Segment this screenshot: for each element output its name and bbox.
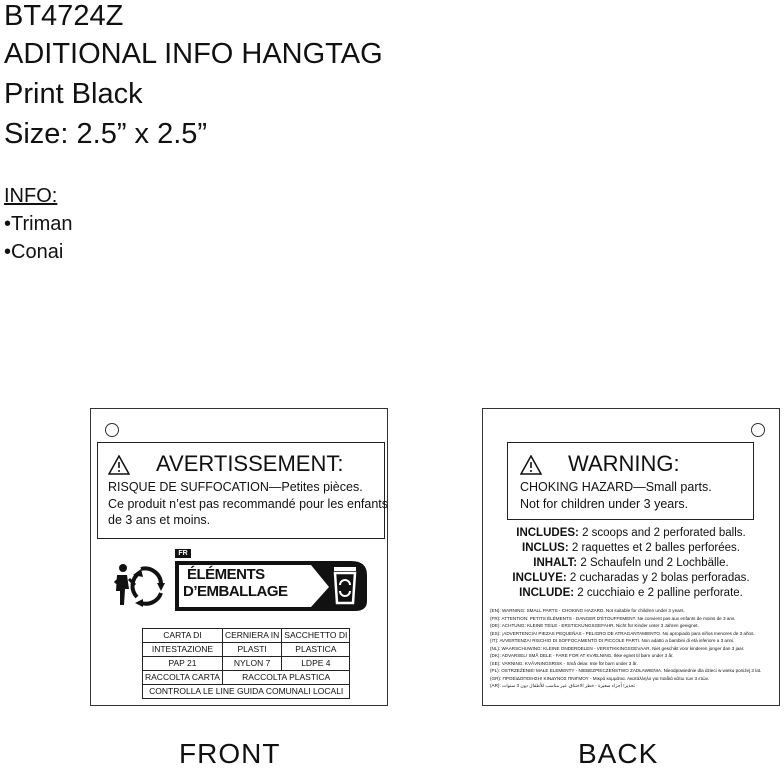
fine-print-line: (DK): ADVARSEL! SMÅ DELE - FARE FOR AT KVÆLNING. Ikke egnet til børn under 3 år. <box>490 653 674 658</box>
fine-print-line: (EN): WARNING: SMALL PARTS - CHOKING HAZARD. Not suitable for children under 3 years. <box>490 608 685 613</box>
info-label: INFO: <box>4 185 58 207</box>
hang-hole <box>751 423 765 437</box>
front-hazard-text: RISQUE DE SUFFOCATION—Petites pièces. <box>108 480 363 494</box>
recy-cell: PAP 21 <box>143 657 223 671</box>
fine-print-line: (ES): ¡ADVERTENCIA! PIEZAS PEQUEÑAS - PELIGRO DE ATRAGANTAMIENTO. No apropiado para niños menores de 3 años. <box>490 630 755 636</box>
front-warning-line1: Ce produit n’est pas recommandé pour les enfants <box>108 497 389 511</box>
product-code: BT4724Z <box>4 0 124 32</box>
back-warning-line1: Not for children under 3 years. <box>520 497 689 511</box>
front-caption: FRONT <box>179 738 281 769</box>
front-warning-line2: de 3 ans et moins. <box>108 513 211 527</box>
hang-hole <box>105 423 119 437</box>
includes-es: INCLUYE: 2 cucharadas y 2 bolas perforadas. <box>512 572 750 584</box>
fine-print-line: (SE): VARNING: KVÄVNINGSRISK - Små delar. Inte för barn under 3 år. <box>490 660 638 666</box>
fine-print-line: (PL): OSTRZEŻENIE! MAŁE ELEMENTY - NIEBEZPIECZEŃSTWO ZADŁAWIENIA. Nieodpowiednie dla dzieci w wieku poniżej 3 lat. <box>490 668 762 673</box>
fine-print-line: (IT): AVVERTENZA! RISCHIO DI SOFFOCAMENTO DI PICCOLE PARTI. Non adatto a bambini di età inferiore a 3 anni. <box>490 638 735 643</box>
recycling-table <box>142 628 350 699</box>
info-item-triman: •Triman <box>4 213 73 235</box>
recy-cell: CARTA DI <box>143 629 223 643</box>
front-warning-box <box>97 442 389 539</box>
recy-cell: SACCHETTO DI <box>282 629 350 643</box>
emballage-line1: ÉLÉMENTS <box>187 566 265 583</box>
recy-cell: RACCOLTA CARTA <box>143 671 223 685</box>
recy-cell: NYLON 7 <box>222 657 281 671</box>
print-color: Print Black <box>4 78 143 110</box>
back-warning-box <box>507 442 754 520</box>
includes-it: INCLUDE: 2 cucchiaio e 2 palline perforate. <box>519 587 743 599</box>
recy-cell: LDPE 4 <box>282 657 350 671</box>
fine-print-line: (NL): WAARSCHUWING: KLEINE ONDERDELEN - VERSTIKKINGSGEVAAR. Niet geschikt voor kinderen jonger dan 3 jaar. <box>490 645 745 651</box>
fine-print-line: (AR): تحذير! أجزاء صغيرة - خطر الاختناق. غير مناسب للأطفال دون 3 سنوات <box>490 683 635 688</box>
warning-triangle-icon <box>108 455 130 475</box>
back-hazard-text: CHOKING HAZARD—Small parts. <box>520 480 712 494</box>
recy-cell: CERNIERA IN <box>222 629 281 643</box>
fine-print-line: (DE): ACHTUNG: KLEINE TEILE - ERSTICKUNGSGEFAHR. Nicht für Kinder unter 3 Jahren geeignet. <box>490 623 699 628</box>
includes-en: INCLUDES: 2 scoops and 2 perforated balls. <box>516 527 746 539</box>
emballage-line2: D’EMBALLAGE <box>183 583 288 600</box>
recy-cell: INTESTAZIONE <box>143 643 223 657</box>
fine-print-line: (GR): ΠΡΟΕΙΔΟΠΟΙΗΣΗ! ΚΙΝΔΥΝΟΣ ΠΝΙΓΜΟΥ - Μικρά κομμάτια. Ακατάλληλο για παιδιά κάτω των 3 ετών. <box>490 675 710 681</box>
recy-cell: CONTROLLA LE LINE GUIDA COMUNALI LOCALI <box>143 685 350 699</box>
recy-cell: PLASTI <box>222 643 281 657</box>
back-hangtag <box>482 408 780 706</box>
triman-logo-icon <box>111 559 167 611</box>
fr-badge: FR <box>175 549 191 558</box>
back-caption: BACK <box>578 738 659 769</box>
warning-triangle-icon <box>520 455 542 475</box>
tag-size: Size: 2.5” x 2.5” <box>4 118 208 150</box>
recy-cell: PLASTICA <box>282 643 350 657</box>
includes-de: INHALT: 2 Schaufeln und 2 Lochbälle. <box>533 557 729 569</box>
doc-title: ADITIONAL INFO HANGTAG <box>4 38 383 70</box>
back-warning-title: WARNING: <box>568 451 680 476</box>
info-item-conai: •Conai <box>4 241 64 263</box>
front-warning-title: AVERTISSEMENT: <box>156 451 344 476</box>
fine-print-line: (FR): ATTENTION: PETITS ÉLÉMENTS - DANGER D'ÉTOUFFEMENT. Ne convient pas aux enfants de moins de 3 ans. <box>490 615 736 621</box>
front-hangtag <box>90 408 388 706</box>
recycling-bin-icon <box>331 565 359 605</box>
recy-cell: RACCOLTA PLASTICA <box>222 671 349 685</box>
includes-fr: INCLUS: 2 raquettes et 2 balles perforées. <box>522 542 740 554</box>
